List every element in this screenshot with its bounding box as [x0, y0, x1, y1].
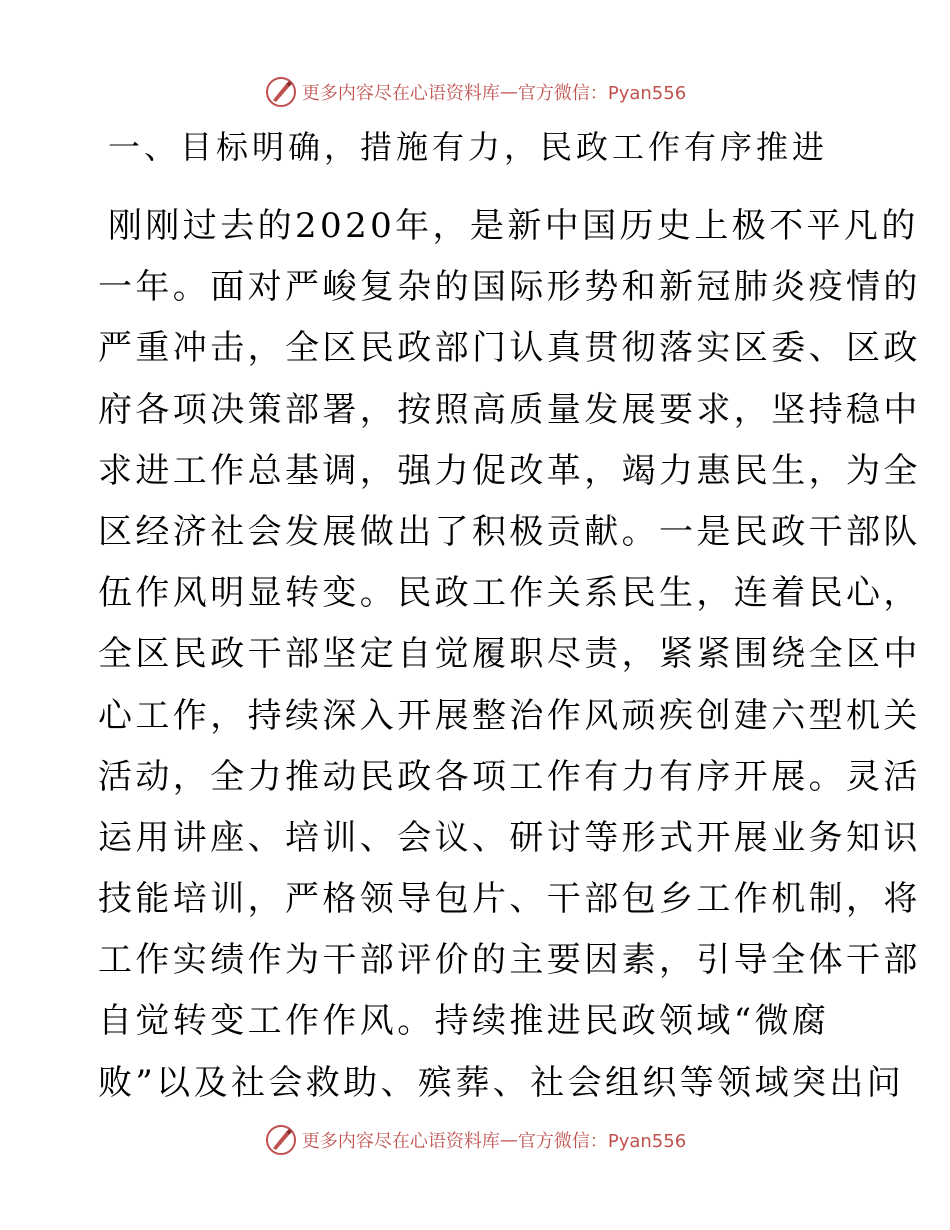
watermark-brand-text: 更多内容尽在心语资料库 [301, 83, 500, 104]
paragraph-line: 一年。面对严峻复杂的国际形势和新冠肺炎疫情的 [98, 267, 921, 308]
paragraph-line: 败”以及社会救助、殡葬、社会组织等领域突出问 [98, 1062, 905, 1103]
paragraph-line: 活动，全力推动民政各项工作有力有序开展。灵活 [98, 756, 921, 797]
body-paragraph [98, 196, 921, 1114]
watermark-brand-text: 更多内容尽在心语资料库 [301, 1131, 500, 1152]
pen-logo-icon [264, 75, 298, 109]
watermark-wechat-text: 官方微信：Pyan556 [517, 83, 687, 104]
paragraph-line: 区经济社会发展做出了积极贡献。一是民政干部队 [98, 511, 921, 552]
paragraph-line: 求进工作总基调，强力促改革，竭力惠民生，为全 [98, 450, 921, 491]
watermark-separator: — [499, 81, 518, 103]
section-heading: 一、目标明确，措施有力，民政工作有序推进 [108, 128, 829, 166]
pen-logo-icon [264, 1123, 298, 1157]
watermark-wechat-text: 官方微信：Pyan556 [517, 1131, 687, 1152]
paragraph-line: 伍作风明显转变。民政工作关系民生，连着民心， [98, 573, 921, 614]
paragraph-line: 全区民政干部坚定自觉履职尽责，紧紧围绕全区中 [98, 634, 921, 675]
paragraph-line: 心工作，持续深入开展整治作风顽疾创建六型机关 [98, 695, 921, 736]
paragraph-line: 工作实绩作为干部评价的主要因素，引导全体干部 [98, 940, 921, 981]
paragraph-line: 府各项决策部署，按照高质量发展要求，坚持稳中 [98, 389, 921, 430]
footer-watermark-banner [0, 1120, 950, 1160]
watermark-separator: — [499, 1129, 518, 1151]
paragraph-line: 刚刚过去的2020年，是新中国历史上极不平凡的 [108, 206, 919, 246]
paragraph-line: 运用讲座、培训、会议、研讨等形式开展业务知识 [98, 817, 921, 858]
header-watermark-banner [0, 72, 950, 112]
paragraph-line: 严重冲击，全区民政部门认真贯彻落实区委、区政 [98, 328, 921, 369]
paragraph-line: 技能培训，严格领导包片、干部包乡工作机制，将 [98, 879, 921, 920]
paragraph-line: 自觉转变工作作风。持续推进民政领域“微腐 [98, 1001, 830, 1042]
